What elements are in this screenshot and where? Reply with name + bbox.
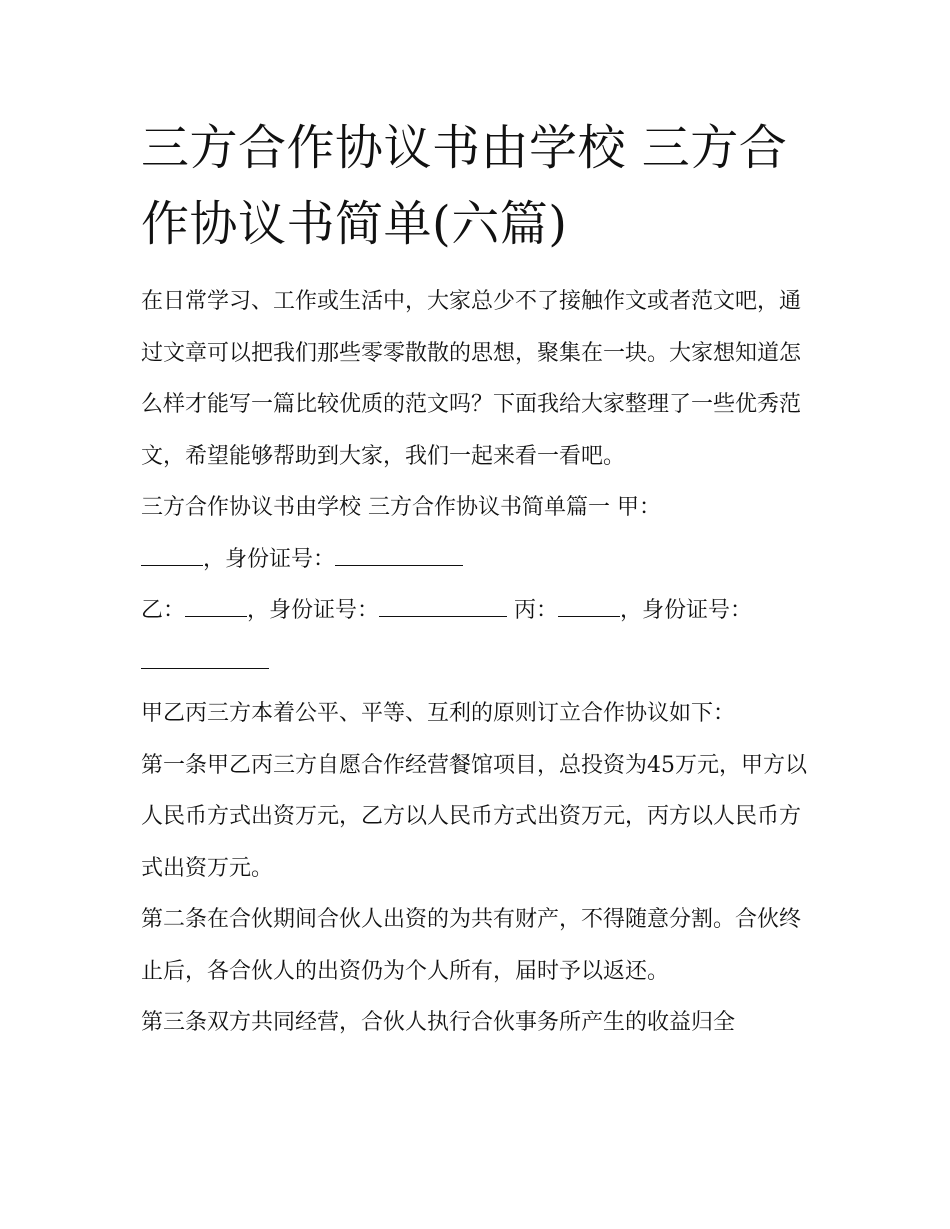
intro-paragraph: 在日常学习、工作或生活中，大家总少不了接触作文或者范文吧，通过文章可以把我们那些零零散散的思想，聚集在一块。大家想知道怎么样才能写一篇比较优质的范文吗？下面我给大家整理了一些优秀范文，希望能够帮助到大家，我们一起来看一看吧。 [141, 289, 802, 469]
party-b-label: 乙： [141, 598, 186, 623]
party-a-id-blank [335, 541, 463, 565]
party-b-id-blank [379, 593, 507, 617]
preamble-paragraph: 甲乙丙三方本着公平、平等、互利的原则订立合作协议如下： [141, 701, 736, 726]
party-b-id-label: ，身份证号： [247, 598, 380, 623]
party-b-name-blank [185, 593, 247, 617]
party-a-id-label: ，身份证号： [203, 546, 336, 572]
document-body [141, 276, 821, 1049]
document-title: 三方合作协议书由学校 三方合作协议书简单(六篇) [141, 120, 788, 252]
clause-2: 第二条在合伙期间合伙人出资的为共有财产，不得随意分割。合伙终止后，各合伙人的出资仍为个人所有，届时予以返还。 [141, 907, 802, 984]
party-c-name-blank [558, 593, 620, 617]
party-c-id-label: ，身份证号： [620, 598, 753, 623]
party-a-line [141, 534, 821, 586]
party-c-id-blank [141, 644, 269, 668]
party-a-name-blank [141, 541, 203, 565]
party-b-c-line [141, 585, 821, 688]
section-heading: 三方合作协议书由学校 三方合作协议书简单篇一 甲： [141, 495, 661, 520]
document-page [141, 110, 821, 1049]
clause-3: 第三条双方共同经营，合伙人执行合伙事务所产生的收益归全 [141, 1010, 736, 1035]
party-c-label: 丙： [514, 598, 559, 623]
clause-1: 第一条甲乙丙三方自愿合作经营餐馆项目，总投资为45万元，甲方以人民币方式出资万元，乙方以人民币方式出资万元，丙方以人民币方式出资万元。 [141, 752, 807, 881]
